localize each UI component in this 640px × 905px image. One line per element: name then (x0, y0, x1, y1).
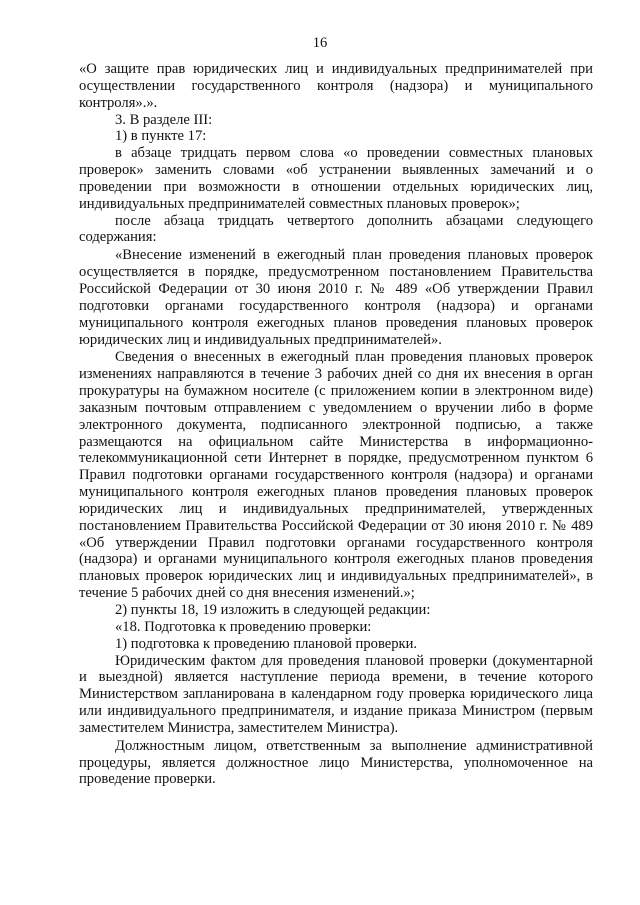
paragraph-responsible-official: Должностным лицом, ответственным за выполнение административной процедуры, является должностное лицо Министерства, уполномоченное на проведение проверки. (79, 737, 593, 788)
page-number: 16 (312, 35, 328, 51)
paragraph-point-17: 1) в пункте 17: (115, 128, 207, 145)
document-body (79, 61, 593, 788)
paragraph-points-18-19: 2) пункты 18, 19 изложить в следующей редакции: (115, 602, 431, 618)
paragraph-point-18-title: «18. Подготовка к проведению проверки: (115, 618, 372, 635)
paragraph-section-3: 3. В разделе III: (115, 111, 213, 128)
paragraph-changes-info: Сведения о внесенных в ежегодный план проведения плановых проверок изменениях направляются в течение 3 рабочих дней со дня их внесения в орган прокуратуры на бумажном носителе (с приложением копии в электронном виде) заказным почтовым отправлением с уведомлением о вручении либо в форме электронного документа, подписанного электронной подписью, а также размещаются на официальном сайте Министерства в информационно-телекоммуникационной сети Интернет в порядке, предусмотренном пунктом 6 Правил подготовки органами государственного контроля (надзора) и органами муниципального контроля ежегодных планов проведения плановых проверок юридических лиц и индивидуальных предпринимателей, утвержденных постановлением Правительства Российской Федерации от 30 июня 2010 г. № 489 «Об утверждении Правил подготовки органами государственного контроля (надзора) и органами муниципального контроля ежегодных планов проведения плановых проверок юридических лиц и индивидуальных предпринимателей», в течение 5 рабочих дней со дня внесения изменений.»; (79, 349, 593, 602)
paragraph-after-34: после абзаца тридцать четвертого дополнить абзацами следующего содержания: (79, 212, 593, 246)
paragraph-law-title-end: «О защите прав юридических лиц и индивидуальных предпринимателей при осуществлении государственного контроля (надзора) и муниципального контроля».». (79, 61, 593, 111)
paragraph-planned-check-prep: 1) подготовка к проведению плановой проверки. (115, 635, 418, 652)
paragraph-amendment-31: в абзаце тридцать первом слова «о проведении совместных плановых проверок» заменить словами «об устранении выявленных замечаний и о проведении при возможности в отношении отдельных юридических лиц, индивидуальных предпринимателей совместных плановых проверок»; (79, 145, 593, 212)
paragraph-plan-changes: «Внесение изменений в ежегодный план проведения плановых проверок осуществляется в порядке, предусмотренном постановлением Правительства Российской Федерации от 30 июня 2010 г. № 489 «Об утверждении Правил подготовки органами государственного контроля (надзора) и органами муниципального контроля ежегодных планов проведения плановых проверок юридических лиц и индивидуальных предпринимателей». (79, 247, 593, 348)
paragraph-legal-fact: Юридическим фактом для проведения плановой проверки (документарной и выездной) является наступление периода времени, в течение которого Министерством запланирована в календарном году проверка юридического лица или индивидуального предпринимателя, и издание приказа Министром (первым заместителем Министра, заместителем Министра). (79, 652, 593, 736)
